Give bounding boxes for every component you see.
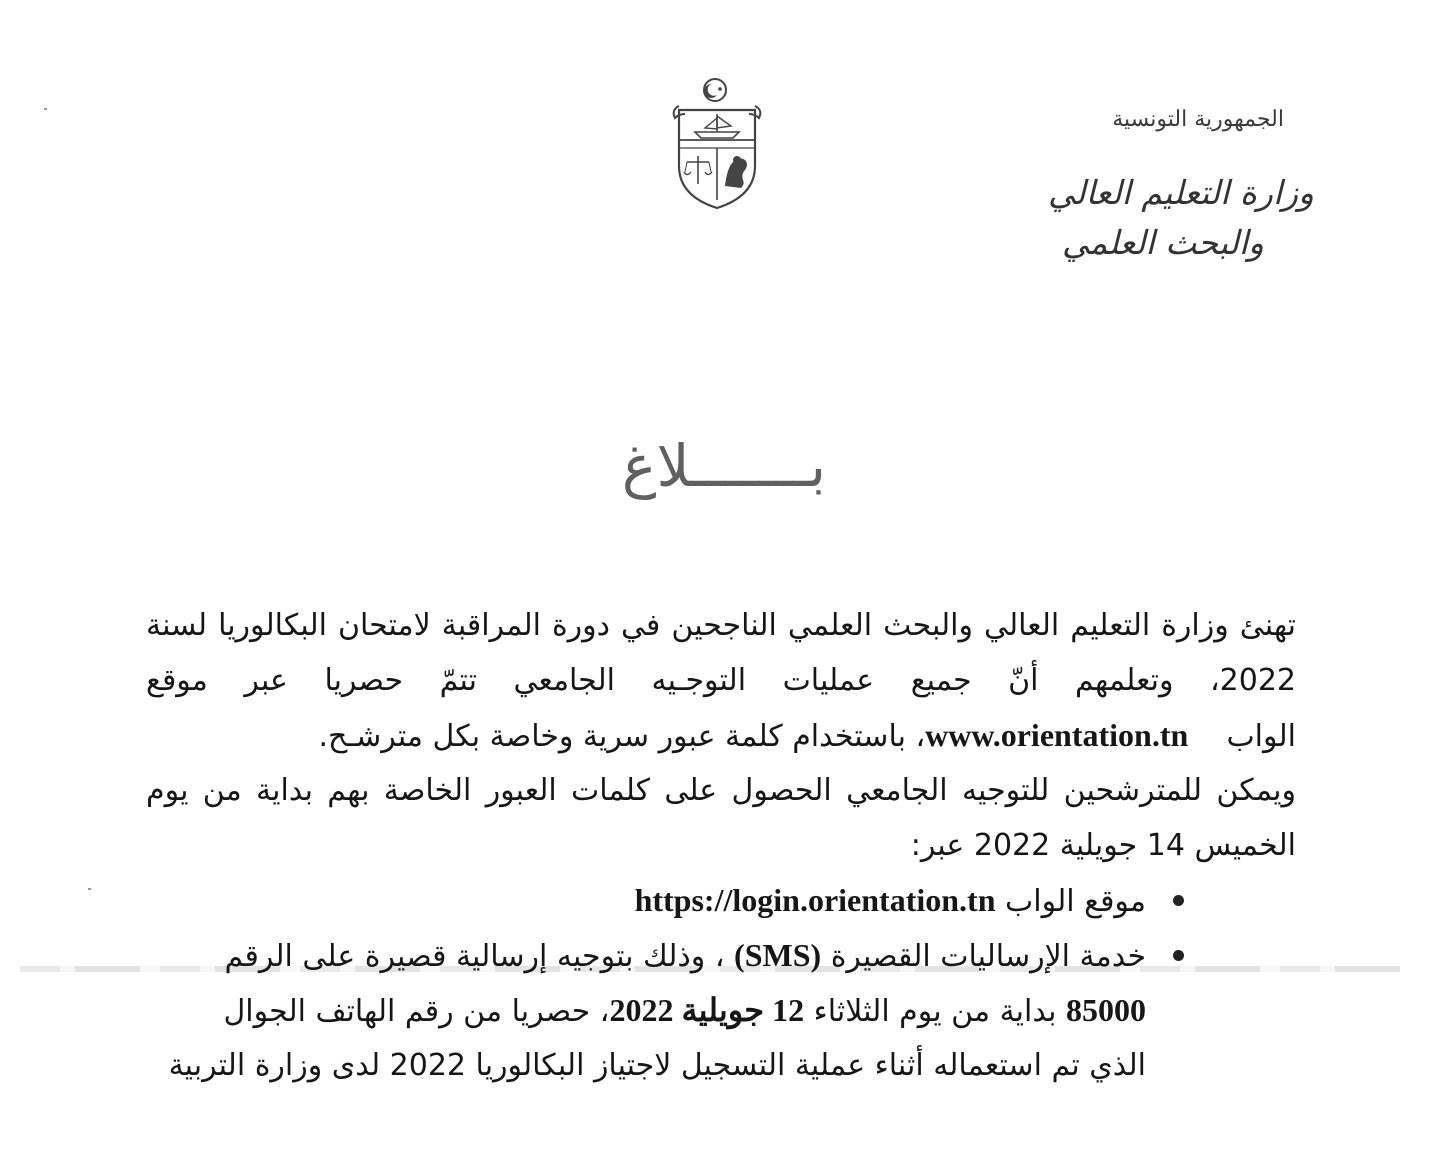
text-segment: ، حصريا من رقم الهاتف الجوال bbox=[223, 994, 610, 1029]
republic-label: الجمهورية التونسية bbox=[1112, 107, 1284, 132]
text-segment: ، وذلك بتوجيه إرسالية قصيرة على الرقم bbox=[224, 939, 725, 974]
paragraph-line: ويمكن للمترشحين للتوجيه الجامعي الحصول على كلمات العبور الخاصة بهم بداية من يوم bbox=[146, 773, 1296, 808]
ministry-name-line2: والبحث العلمي bbox=[1062, 223, 1264, 262]
bullet-icon bbox=[1173, 895, 1184, 906]
list-item-continuation bbox=[146, 983, 1296, 1038]
coat-of-arms-emblem bbox=[665, 74, 769, 212]
scan-speck bbox=[88, 888, 91, 890]
paragraph-line bbox=[146, 708, 1296, 763]
list-item bbox=[146, 928, 1296, 983]
scan-speck bbox=[44, 108, 47, 110]
ministry-name-line1: وزارة التعليم العالي bbox=[1048, 173, 1314, 212]
paragraph-line: الخميس 14 جويلية 2022 عبر: bbox=[910, 828, 1296, 863]
text-segment: بداية من يوم الثلاثاء bbox=[813, 994, 1057, 1029]
website-link[interactable]: www.orientation.tn bbox=[925, 717, 1189, 753]
paragraph-line: تهنئ وزارة التعليم العالي والبحث العلمي الناجحين في دورة المراقبة لامتحان البكالوريا لسنة bbox=[146, 608, 1296, 643]
text-segment: ، باستخدام كلمة عبور سرية وخاصة بكل مترشـح. bbox=[318, 719, 926, 754]
ministry-header bbox=[1014, 104, 1314, 266]
sms-number: 85000 bbox=[1066, 992, 1146, 1028]
sms-label: (SMS) bbox=[734, 937, 822, 973]
page-title: بـــــــلاغ bbox=[621, 432, 827, 500]
date-text: 12 جويلية 2022 bbox=[609, 992, 805, 1028]
text-segment: الواب bbox=[1226, 719, 1296, 754]
list-item-continuation: الذي تم استعماله أثناء عملية التسجيل لاجتياز البكالوريا 2022 لدى وزارة التربية bbox=[168, 1048, 1146, 1083]
list-item bbox=[146, 873, 1296, 928]
bullet-icon bbox=[1173, 950, 1184, 961]
text-segment: خدمة الإرساليات القصيرة bbox=[830, 939, 1146, 974]
announcement-body bbox=[146, 598, 1296, 1093]
text-segment: موقع الواب bbox=[1005, 884, 1146, 919]
login-link[interactable]: https://login.orientation.tn bbox=[634, 882, 996, 918]
paragraph-line: 2022، وتعلمهم أنّ جميع عمليات التوجـيه الجامعي تتمّ حصريا عبر موقع bbox=[146, 663, 1296, 698]
